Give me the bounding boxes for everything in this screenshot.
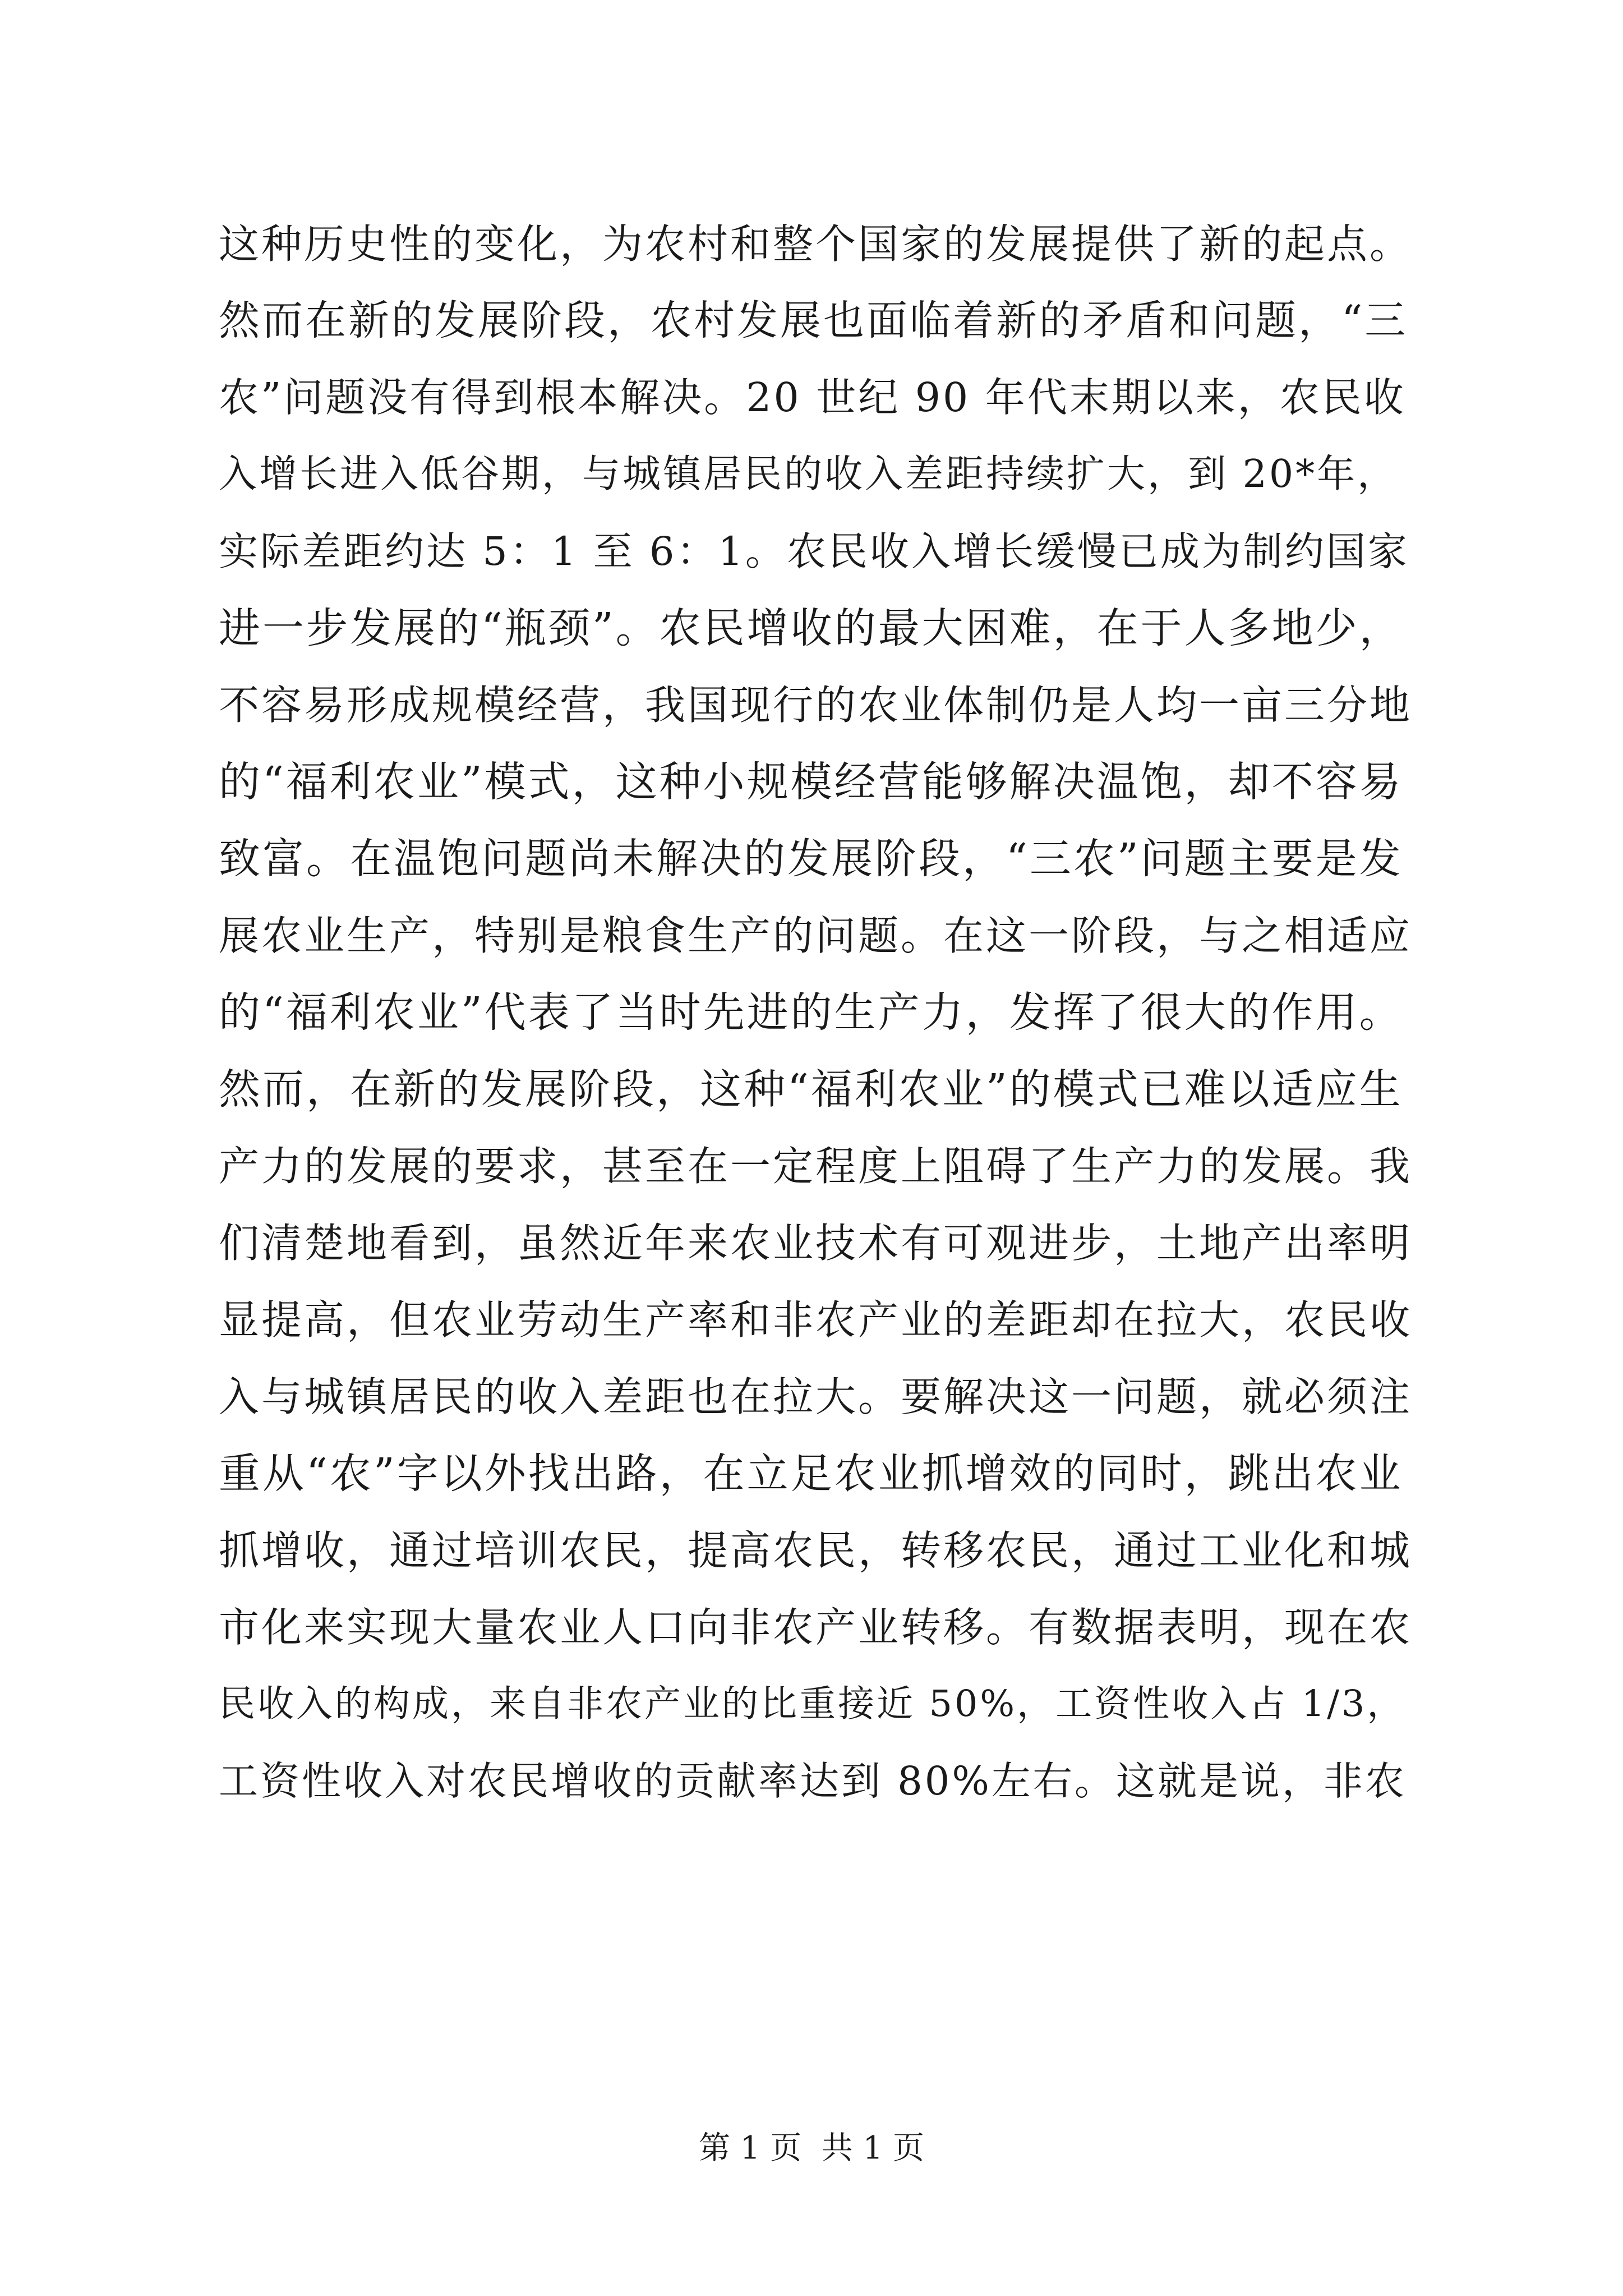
- text-line: 展农业生产，特别是粮食生产的问题。在这一阶段，与之相适应: [219, 912, 1413, 959]
- text-line: 的“福利农业”代表了当时先进的生产力，发挥了很大的作用。: [219, 988, 1403, 1037]
- text-line: 实际差距约达 5：1 至 6：1。农民收入增长缓慢已成为制约国家: [219, 528, 1409, 574]
- text-line: 工资性收入对农民增收的贡献率达到 80%左右。这就是说，非农: [219, 1758, 1407, 1804]
- text-line: 们清楚地看到，虽然近年来农业技术有可观进步，土地产出率明: [219, 1220, 1413, 1267]
- text-line: 的“福利农业”模式，这种小规模经营能够解决温饱，却不容易: [219, 758, 1403, 806]
- text-line: 产力的发展的要求，甚至在一定程度上阻碍了生产力的发展。我: [219, 1143, 1413, 1190]
- text-line: 民收入的构成，来自非农产业的比重接近 50%，工资性收入占 1/3，: [219, 1683, 1406, 1725]
- text-line: 不容易形成规模经营，我国现行的农业体制仍是人均一亩三分地: [219, 682, 1413, 729]
- text-line: 抓增收，通过培训农民，提高农民，转移农民，通过工业化和城: [219, 1527, 1413, 1574]
- text-line: 入与城镇居民的收入差距也在拉大。要解决这一问题，就必须注: [219, 1373, 1413, 1420]
- text-line: 然而在新的发展阶段，农村发展也面临着新的矛盾和问题，“三: [219, 297, 1408, 344]
- text-line: 然而，在新的发展阶段，这种“福利农业”的模式已难以适应生: [219, 1065, 1403, 1114]
- text-line: 致富。在温饱问题尚未解决的发展阶段，“三农”问题主要是发: [219, 835, 1403, 883]
- text-line: 农”问题没有得到根本解决。20 世纪 90 年代末期以来，农民收: [219, 374, 1406, 421]
- page-footer: 第 1 页 共 1 页: [698, 2130, 925, 2166]
- text-line: 重从“农”字以外找出路，在立足农业抓增效的同时，跳出农业: [219, 1450, 1403, 1498]
- text-line: 市化来实现大量农业人口向非农产业转移。有数据表明，现在农: [219, 1604, 1413, 1651]
- text-line: 这种历史性的变化，为农村和整个国家的发展提供了新的起点。: [219, 220, 1413, 268]
- text-line: 进一步发展的“瓶颈”。农民增收的最大困难，在于人多地少，: [219, 604, 1403, 652]
- text-line: 显提高，但农业劳动生产率和非农产业的差距却在拉大，农民收: [219, 1296, 1413, 1343]
- text-line: 入增长进入低谷期，与城镇居民的收入差距持续扩大，到 20*年，: [219, 452, 1398, 496]
